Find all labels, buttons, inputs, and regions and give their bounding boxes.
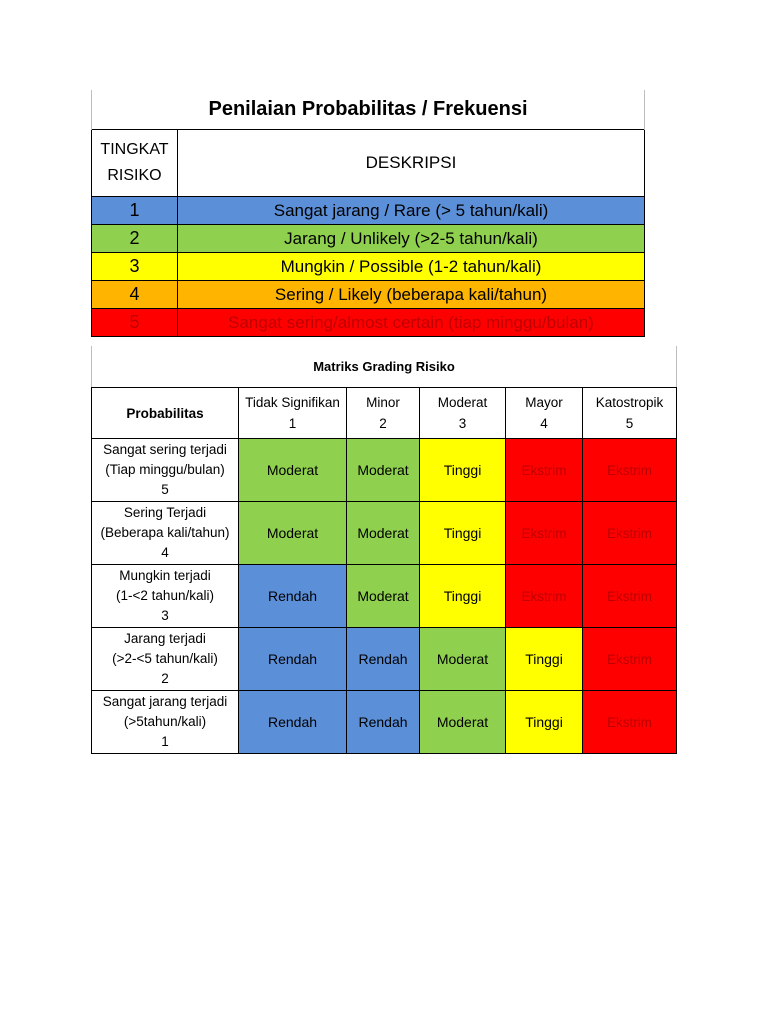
matrix-row	[92, 439, 677, 502]
level-number: 3	[92, 253, 178, 281]
impact-header	[583, 388, 677, 439]
grade-cell: Ekstrim	[583, 439, 677, 502]
probability-label-line1: Jarang terjadi	[124, 631, 206, 646]
grade-cell: Moderat	[347, 502, 420, 565]
impact-name: Tidak Signifikan	[245, 395, 340, 410]
probability-label-line2: (>2-<5 tahun/kali)	[112, 651, 218, 666]
level-row	[92, 309, 645, 337]
probability-label-line1: Sangat sering terjadi	[103, 442, 227, 457]
grade-cell: Ekstrim	[583, 628, 677, 691]
probability-label-line2: (Tiap minggu/bulan)	[105, 462, 225, 477]
impact-name: Moderat	[437, 395, 488, 410]
probability-label-line1: Sangat jarang terjadi	[102, 694, 228, 709]
impact-name: Katostropik	[595, 395, 664, 410]
probability-label	[92, 628, 239, 691]
grade-cell: Ekstrim	[583, 691, 677, 754]
level-description: Sering / Likely (beberapa kali/tahun)	[178, 281, 645, 309]
grade-cell: Tinggi	[506, 691, 583, 754]
probability-number: 3	[161, 608, 169, 623]
grade-cell: Tinggi	[420, 565, 506, 628]
impact-number: 2	[379, 416, 387, 431]
grade-cell: Ekstrim	[506, 502, 583, 565]
grade-cell: Rendah	[347, 691, 420, 754]
header-risk-level-line2: RISIKO	[107, 167, 162, 184]
grade-cell: Moderat	[420, 628, 506, 691]
level-number: 4	[92, 281, 178, 309]
impact-number: 5	[625, 416, 634, 431]
probability-number: 5	[161, 482, 169, 497]
grade-cell: Rendah	[239, 691, 347, 754]
probability-label-line2: (1-<2 tahun/kali)	[116, 588, 214, 603]
grade-cell: Tinggi	[506, 628, 583, 691]
level-row	[92, 253, 645, 281]
probability-number: 1	[161, 734, 169, 749]
header-risk-level	[92, 130, 178, 197]
level-row	[92, 225, 645, 253]
probability-label-line2: (>5tahun/kali)	[123, 714, 207, 729]
risk-grading-matrix	[91, 346, 676, 754]
probability-number: 4	[161, 545, 169, 560]
grade-cell: Tinggi	[420, 502, 506, 565]
header-risk-level-line1: TINGKAT	[100, 141, 169, 158]
level-description: Sangat jarang / Rare (> 5 tahun/kali)	[178, 197, 645, 225]
impact-number: 1	[288, 416, 297, 431]
impact-name: Mayor	[525, 395, 563, 410]
impact-header	[239, 388, 347, 439]
grade-cell: Ekstrim	[583, 565, 677, 628]
level-number: 5	[92, 309, 178, 337]
grade-cell: Ekstrim	[506, 439, 583, 502]
level-description: Jarang / Unlikely (>2-5 tahun/kali)	[178, 225, 645, 253]
level-row	[92, 281, 645, 309]
grade-cell: Ekstrim	[583, 502, 677, 565]
grade-cell: Moderat	[239, 439, 347, 502]
impact-header	[347, 388, 420, 439]
impact-number: 3	[458, 416, 467, 431]
impact-header	[506, 388, 583, 439]
frequency-table-title: Penilaian Probabilitas / Frekuensi	[92, 90, 645, 130]
probability-label	[92, 565, 239, 628]
grade-cell: Rendah	[239, 565, 347, 628]
probability-number: 2	[161, 671, 169, 686]
matrix-row	[92, 502, 677, 565]
impact-header	[420, 388, 506, 439]
probability-label	[92, 439, 239, 502]
level-row	[92, 197, 645, 225]
grade-cell: Moderat	[347, 439, 420, 502]
grade-cell: Moderat	[420, 691, 506, 754]
probability-label-line1: Sering Terjadi	[123, 505, 207, 520]
level-description: Mungkin / Possible (1-2 tahun/kali)	[178, 253, 645, 281]
probability-label	[92, 502, 239, 565]
grade-cell: Moderat	[347, 565, 420, 628]
probability-header: Probabilitas	[92, 388, 239, 439]
grade-cell: Tinggi	[420, 439, 506, 502]
matrix-row	[92, 691, 677, 754]
level-description: Sangat sering/almost certain (tiap minggu/bulan)	[178, 309, 645, 337]
level-number: 2	[92, 225, 178, 253]
matrix-title: Matriks Grading Risiko	[92, 346, 677, 388]
probability-label	[92, 691, 239, 754]
probability-label-line1: Mungkin terjadi	[119, 568, 211, 583]
impact-name: Minor	[366, 395, 400, 410]
matrix-row	[92, 628, 677, 691]
frequency-assessment-table	[91, 90, 644, 337]
matrix-row	[92, 565, 677, 628]
impact-number: 4	[540, 416, 548, 431]
grade-cell: Moderat	[239, 502, 347, 565]
grade-cell: Rendah	[239, 628, 347, 691]
grade-cell: Ekstrim	[506, 565, 583, 628]
level-number: 1	[92, 197, 178, 225]
grade-cell: Rendah	[347, 628, 420, 691]
probability-label-line2: (Beberapa kali/tahun)	[100, 525, 230, 540]
header-description: DESKRIPSI	[178, 130, 645, 197]
